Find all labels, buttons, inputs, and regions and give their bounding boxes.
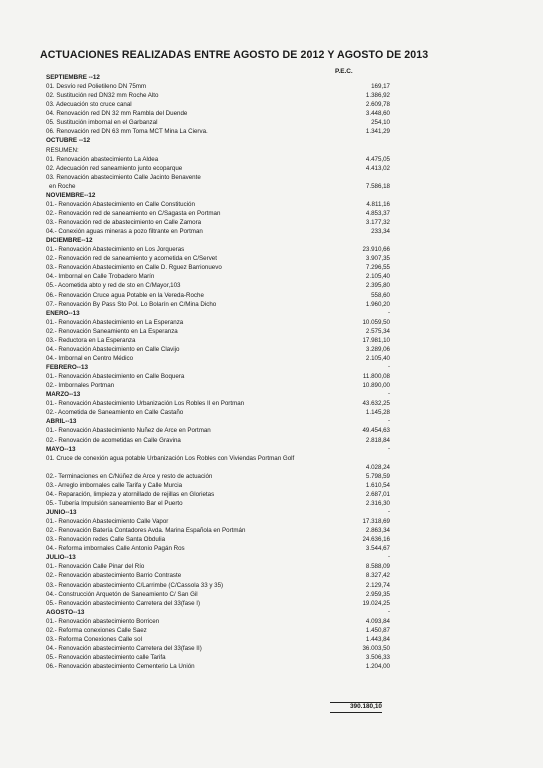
item-amount: 1.443,84 bbox=[365, 635, 390, 643]
item-description: 03.- Renovación red de abastecimiento en Calle Zamora bbox=[46, 219, 202, 226]
item-description: 01.- Renovación Abastecimiento en La Esperanza bbox=[46, 318, 184, 326]
item-description: 04. Renovación red DN 32 mm Rambla del Duende bbox=[46, 110, 188, 118]
list-item bbox=[46, 399, 390, 408]
month-heading-row bbox=[46, 508, 390, 517]
item-amount: - bbox=[388, 309, 390, 316]
list-item bbox=[46, 617, 390, 626]
list-item bbox=[46, 263, 390, 272]
list-item bbox=[46, 472, 390, 481]
item-description: 01.- Renovación Calle Pinar del Río bbox=[46, 563, 145, 571]
item-description: 05.- Renovación abastecimiento Carretera del 33(fase I) bbox=[46, 599, 201, 607]
month-heading-row bbox=[46, 191, 386, 200]
item-description: 06. Renovación red DN 63 mm Toma MCT Mina La Cierva. bbox=[46, 128, 208, 136]
item-amount: 10.890,00 bbox=[362, 382, 390, 390]
item-amount: 4.475,05 bbox=[365, 155, 390, 163]
list-item bbox=[46, 381, 390, 390]
item-amount: - bbox=[388, 364, 390, 370]
item-amount: 2.863,34 bbox=[365, 527, 390, 535]
item-amount: 19.024,25 bbox=[362, 599, 390, 607]
month-heading-row bbox=[46, 236, 386, 245]
item-description: 01. Desvío red Polietileno DN 75mm bbox=[46, 83, 147, 91]
item-amount: 24.636,16 bbox=[362, 536, 390, 544]
amount-column-header: P.E.C. bbox=[335, 68, 353, 75]
month-heading-row bbox=[46, 136, 386, 145]
item-description: 03. Renovación abastecimiento Calle Jacinto Benavente bbox=[46, 173, 201, 181]
list-item bbox=[46, 209, 390, 218]
item-description: 03.- Renovación redes Calle Santa Obdulia bbox=[46, 536, 166, 544]
item-amount: 4.853,37 bbox=[365, 209, 390, 217]
item-amount: 169,17 bbox=[371, 83, 390, 91]
list-item bbox=[46, 118, 390, 127]
item-description: RESUMEN: bbox=[46, 146, 79, 154]
list-item bbox=[46, 571, 390, 580]
item-amount: 2.818,84 bbox=[365, 436, 390, 444]
item-description: 02. Adecuación red saneamiento junto ecoparque bbox=[46, 164, 183, 172]
item-amount: 2.129,74 bbox=[365, 581, 390, 589]
list-item bbox=[46, 454, 386, 463]
item-description: 03.- Reforma Conexiones Calle sol bbox=[46, 635, 142, 643]
item-description: 01.- Renovación abastecimiento Borricen bbox=[46, 617, 160, 625]
list-item bbox=[46, 155, 390, 164]
list-item bbox=[46, 626, 390, 635]
item-amount: 2.105,40 bbox=[365, 273, 390, 281]
item-amount: - bbox=[388, 445, 390, 452]
item-description: 07.- Renovación By Pass Sto Pol. Lo Bolarín en C/Mina Dicho bbox=[46, 300, 217, 308]
list-item bbox=[46, 200, 390, 209]
list-item bbox=[46, 318, 390, 327]
item-amount: 4.413,02 bbox=[365, 164, 390, 172]
month-heading: OCTUBRE --12 bbox=[46, 137, 91, 145]
list-item bbox=[46, 408, 390, 417]
item-amount: 2.395,80 bbox=[365, 282, 390, 290]
item-description: 05.- Tubería Impulsión saneamiento Bar el Puerto bbox=[46, 499, 183, 507]
item-description: 02.- Renovación Saneamiento en La Esperanza bbox=[46, 327, 178, 335]
item-amount: - bbox=[388, 391, 390, 398]
list-item bbox=[46, 581, 390, 590]
item-amount: 3.544,67 bbox=[365, 545, 390, 553]
item-amount: 43.632,25 bbox=[362, 400, 390, 408]
item-amount: 233,34 bbox=[371, 228, 390, 236]
month-heading-row bbox=[46, 417, 390, 426]
total-rule-bottom bbox=[330, 712, 382, 713]
month-heading: AGOSTO--13 bbox=[46, 608, 85, 616]
list-item bbox=[46, 463, 390, 472]
month-heading: ABRIL--13 bbox=[46, 418, 77, 426]
item-description: 01.- Renovación Abastecimiento Urbanización Los Robles II en Portman bbox=[46, 400, 245, 408]
list-item bbox=[46, 336, 390, 345]
item-description: 02.- Acometida de Saneamiento en Calle Castaño bbox=[46, 409, 184, 417]
item-description: 03.- Arreglo imbornales calle Tarifa y Calle Murcia bbox=[46, 481, 183, 489]
list-item bbox=[46, 635, 390, 644]
month-heading-row bbox=[46, 608, 390, 617]
item-amount: 1.386,92 bbox=[365, 92, 390, 100]
list-item bbox=[46, 499, 390, 508]
list-item bbox=[46, 109, 390, 118]
list-item bbox=[46, 662, 390, 671]
item-description: 05.- Acometida abto y red de sto en C/Mayor,103 bbox=[46, 282, 181, 290]
item-description: 04.- Renovación Abastecimiento en Calle Clavijo bbox=[46, 345, 180, 353]
item-description: 04.- Renovación abastecimiento Carretera del 33(fase II) bbox=[46, 644, 202, 652]
item-description: 01. Renovación abastecimiento La Aldea bbox=[46, 155, 159, 163]
item-amount: - bbox=[388, 608, 390, 615]
item-amount: 2.959,35 bbox=[365, 590, 390, 598]
item-amount: 7.586,18 bbox=[365, 182, 390, 190]
list-item bbox=[46, 490, 390, 499]
item-amount: 254,10 bbox=[371, 119, 390, 127]
item-amount: 1.960,20 bbox=[365, 300, 390, 308]
item-description: 04.- Conexión aguas mineras a pozo filtrante en Portman bbox=[46, 228, 203, 236]
item-description: 01. Cruce de conexión agua potable Urbanización Los Robles con Viviendas Portman Golf bbox=[46, 454, 295, 462]
list-item bbox=[46, 372, 390, 381]
item-description: 03. Adecuación sto cruce canal bbox=[46, 101, 132, 109]
month-heading: DICIEMBRE--12 bbox=[46, 237, 93, 245]
list-item bbox=[46, 653, 390, 662]
item-amount: 8.588,09 bbox=[365, 563, 390, 571]
item-description: 04.- Construcción Arquetón de Saneamiento C/ San Gil bbox=[46, 590, 198, 598]
month-heading-row bbox=[46, 553, 390, 562]
list-item bbox=[46, 173, 386, 182]
item-description: 01.- Renovación Abastecimiento Calle Vapor bbox=[46, 518, 169, 526]
item-description: 02.- Terminaciones en C/Núñez de Arce y resto de actuación bbox=[46, 472, 213, 480]
list-item bbox=[46, 227, 390, 236]
list-item bbox=[46, 281, 390, 290]
item-amount: 11.800,08 bbox=[362, 373, 390, 381]
item-amount: 2.687,01 bbox=[365, 490, 390, 498]
item-description: 06.- Renovación abastecimiento Cementerio La Unión bbox=[46, 663, 195, 671]
item-description: 02.- Renovación red de saneamiento en C/Sagasta en Portman bbox=[46, 209, 221, 217]
item-amount: - bbox=[388, 554, 390, 561]
item-description: 02. Sustitución red DN32 mm Roche Alto bbox=[46, 92, 159, 100]
list-item bbox=[46, 562, 390, 571]
item-description: 01.- Renovación Abastecimiento en Los Jorqueras bbox=[46, 246, 185, 254]
list-item bbox=[46, 272, 390, 281]
item-amount: 8.327,42 bbox=[365, 572, 390, 580]
list-item bbox=[46, 245, 390, 254]
works-list bbox=[46, 73, 390, 671]
item-amount: 1.204,00 bbox=[365, 663, 390, 671]
item-description: 03.- Renovación abastecimiento C/Larrimbe (C/Cassola 33 y 35) bbox=[46, 581, 224, 589]
document-title: ACTUACIONES REALIZADAS ENTRE AGOSTO DE 2012 Y AGOSTO DE 2013 bbox=[40, 49, 429, 61]
list-item bbox=[46, 127, 390, 136]
list-item bbox=[46, 182, 390, 191]
item-description: 05. Sustitución imbornal en el Garbanzal bbox=[46, 119, 158, 127]
item-description: 02.- Imbornales Portman bbox=[46, 382, 115, 390]
list-item bbox=[46, 82, 390, 91]
item-description: 02.- Reforma conexiones Calle Saez bbox=[46, 626, 147, 634]
list-item bbox=[46, 590, 390, 599]
month-heading-row bbox=[46, 445, 390, 454]
item-amount: 10.059,50 bbox=[362, 318, 390, 326]
list-item bbox=[46, 327, 390, 336]
item-description: 06.- Renovación Cruce agua Potable en la Vereda-Roche bbox=[46, 291, 204, 299]
item-amount: 17.318,69 bbox=[362, 518, 390, 526]
item-amount: 1.341,29 bbox=[365, 128, 390, 136]
list-item bbox=[46, 254, 390, 263]
item-amount: 2.609,78 bbox=[365, 101, 390, 109]
item-description: 05.- Renovación abastecimiento calle Tarifa bbox=[46, 654, 166, 661]
item-description: 02.- Renovación Batería Contadores Avda. Marina Española en Portmán bbox=[46, 527, 246, 535]
list-item bbox=[46, 517, 390, 526]
list-item bbox=[46, 146, 386, 155]
item-amount: 3.177,32 bbox=[365, 219, 390, 226]
item-amount: 3.289,06 bbox=[365, 345, 390, 353]
item-amount: 1.610,54 bbox=[365, 481, 390, 489]
item-description: 02.- Renovación red de saneamiento y acometida en C/Servet bbox=[46, 255, 217, 263]
month-heading-row bbox=[46, 73, 386, 82]
month-heading: JUNIO--13 bbox=[46, 509, 77, 516]
item-amount: - bbox=[388, 418, 390, 425]
item-amount: 3.907,35 bbox=[365, 255, 390, 263]
item-description: 01.- Renovación Abastecimiento en Calle Constitución bbox=[46, 200, 195, 208]
list-item bbox=[46, 300, 390, 309]
item-description: en Roche bbox=[49, 182, 76, 190]
month-heading: MAYO--13 bbox=[46, 445, 76, 453]
item-amount: 3.506,33 bbox=[365, 654, 390, 661]
item-amount: 3.448,60 bbox=[365, 110, 390, 118]
list-item bbox=[46, 436, 390, 445]
item-amount: 4.093,84 bbox=[365, 617, 390, 625]
month-heading: FEBRERO--13 bbox=[46, 364, 88, 371]
list-item bbox=[46, 526, 390, 535]
item-amount: 1.145,28 bbox=[365, 409, 390, 417]
list-item bbox=[46, 164, 390, 173]
list-item bbox=[46, 91, 390, 100]
item-description: 04.- Reforma imbornales Calle Antonio Pagán Ros bbox=[46, 545, 185, 553]
item-description: 04.- Imbornal en Calle Trobadero Marín bbox=[46, 273, 155, 281]
list-item bbox=[46, 644, 390, 653]
item-description: 03.- Renovación Abastecimiento en Calle D. Rguez Barrionuevo bbox=[46, 264, 222, 272]
item-description: 04.- Reparación, limpieza y atornillado de rejillas en Glorietas bbox=[46, 490, 215, 498]
list-item bbox=[46, 218, 390, 227]
list-item bbox=[46, 481, 390, 490]
item-amount: 4.811,16 bbox=[366, 200, 390, 208]
total-amount: 390.180,10 bbox=[350, 703, 382, 710]
month-heading-row bbox=[46, 309, 390, 318]
item-amount: 2.575,34 bbox=[365, 327, 390, 335]
item-amount: 2.316,30 bbox=[365, 499, 390, 507]
month-heading-row bbox=[46, 390, 390, 399]
item-amount: 49.454,63 bbox=[362, 427, 390, 435]
item-description: 04.- Imbornal en Centro Médico bbox=[46, 354, 134, 362]
item-description: 01.- Renovación Abastecimiento en Calle Boquera bbox=[46, 373, 185, 381]
item-description: 01.- Renovación Abastecimiento Nuñez de Arce en Portman bbox=[46, 427, 211, 435]
month-heading-row bbox=[46, 363, 390, 372]
month-heading: JULIO--13 bbox=[46, 554, 76, 562]
item-amount: 5.798,59 bbox=[365, 472, 390, 480]
list-item bbox=[46, 426, 390, 435]
list-item bbox=[46, 599, 390, 608]
month-heading: SEPTIEMBRE --12 bbox=[46, 74, 100, 81]
item-amount: 2.105,40 bbox=[365, 354, 390, 362]
month-heading: ENERO--13 bbox=[46, 309, 80, 317]
list-item bbox=[46, 354, 390, 363]
item-amount: 4.028,24 bbox=[365, 463, 390, 471]
item-description: 03.- Reductora en La Esperanza bbox=[46, 336, 136, 344]
item-amount: 1.450,87 bbox=[365, 626, 390, 634]
list-item bbox=[46, 544, 390, 553]
list-item bbox=[46, 535, 390, 544]
item-amount: - bbox=[388, 509, 390, 515]
list-item bbox=[46, 100, 390, 109]
list-item bbox=[46, 291, 390, 300]
month-heading: MARZO--13 bbox=[46, 391, 81, 399]
item-amount: 36.003,50 bbox=[362, 644, 390, 652]
item-description: 02.- Renovación abastecimiento Barrio Contraste bbox=[46, 572, 182, 580]
list-item bbox=[46, 345, 390, 354]
item-amount: 23.910,66 bbox=[362, 246, 390, 254]
item-amount: 7.296,55 bbox=[365, 264, 390, 272]
month-heading: NOVIEMBRE--12 bbox=[46, 191, 96, 199]
item-amount: 558,60 bbox=[371, 291, 390, 299]
item-description: 02.- Renovación de acometidas en Calle Gravina bbox=[46, 436, 181, 444]
item-amount: 17.981,10 bbox=[362, 336, 390, 344]
